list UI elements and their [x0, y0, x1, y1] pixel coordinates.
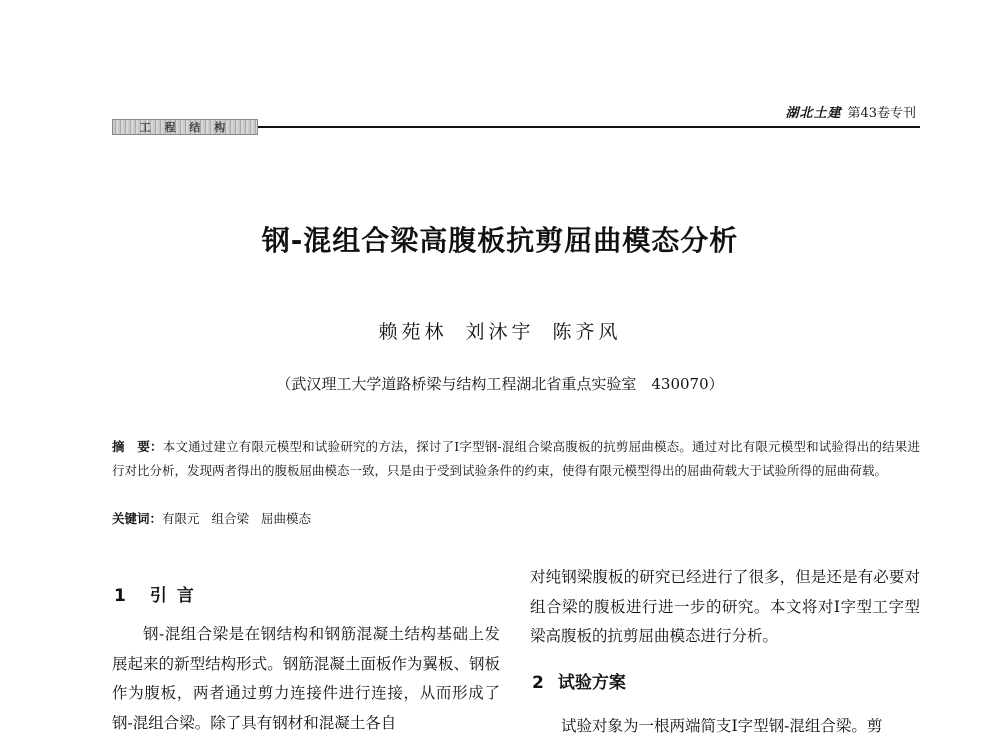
author-list: [0, 317, 1000, 344]
body-paragraph: 对纯钢梁腹板的研究已经进行了很多，但是还是有必要对组合梁的腹板进行进一步的研究。本文将对Ⅰ字型工字型梁高腹板的抗剪屈曲模态进行分析。: [530, 568, 920, 645]
keywords: [112, 509, 323, 527]
author-name: 赖苑林: [378, 321, 448, 343]
section-heading-introduction: [114, 581, 204, 606]
section-number: 1: [114, 586, 136, 606]
section-title: 引言: [149, 586, 204, 606]
right-column-continuation: [530, 712, 920, 742]
journal-volume: 第43卷专刊: [847, 106, 916, 121]
author-name: 刘沐宇: [465, 321, 535, 343]
left-column: [112, 620, 500, 738]
keywords-values: [162, 511, 323, 526]
keyword: 屈曲模态: [261, 511, 312, 526]
author-name: 陈齐风: [552, 321, 622, 343]
journal-info: [785, 102, 916, 121]
paper-title: 钢-混组合梁高腹板抗剪屈曲模态分析: [261, 224, 739, 257]
section-heading-test-plan: [532, 668, 626, 693]
keywords-label: 关键词：: [112, 511, 163, 526]
body-paragraph: 试验对象为一根两端简支Ⅰ字型钢-混组合梁。剪: [561, 717, 883, 735]
abstract: [112, 435, 920, 483]
section-number: 2: [532, 673, 544, 693]
body-paragraph: 钢-混组合梁是在钢结构和钢筋混凝土结构基础上发展起来的新型结构形式。钢筋混凝土面板作为翼板、钢板作为腹板，两者通过剪力连接件进行连接，从而形成了钢-混组合梁。除了具有钢材和混凝土各自: [112, 625, 500, 732]
journal-name: 湖北土建: [785, 106, 842, 121]
keyword: 有限元: [162, 511, 200, 526]
section-title: 试验方案: [557, 673, 626, 693]
right-column: [530, 563, 920, 652]
header-rule: [258, 126, 920, 128]
affiliation: （武汉理工大学道路桥梁与结构工程湖北省重点实验室 430070）: [276, 375, 724, 393]
abstract-label: 摘 要：: [112, 439, 163, 454]
abstract-text: 本文通过建立有限元模型和试验研究的方法，探讨了Ⅰ字型钢-混组合梁高腹板的抗剪屈曲模态。通过对比有限元模型和试验得出的结果进行对比分析，发现两者得出的腹板屈曲模态一致，只是由于受到试验条件的约束，使得有限元模型得出的屈曲荷载大于试验所得的屈曲荷载。: [112, 439, 920, 478]
keyword: 组合梁: [211, 511, 250, 526]
section-tag: 工 程 结 构: [112, 119, 258, 135]
